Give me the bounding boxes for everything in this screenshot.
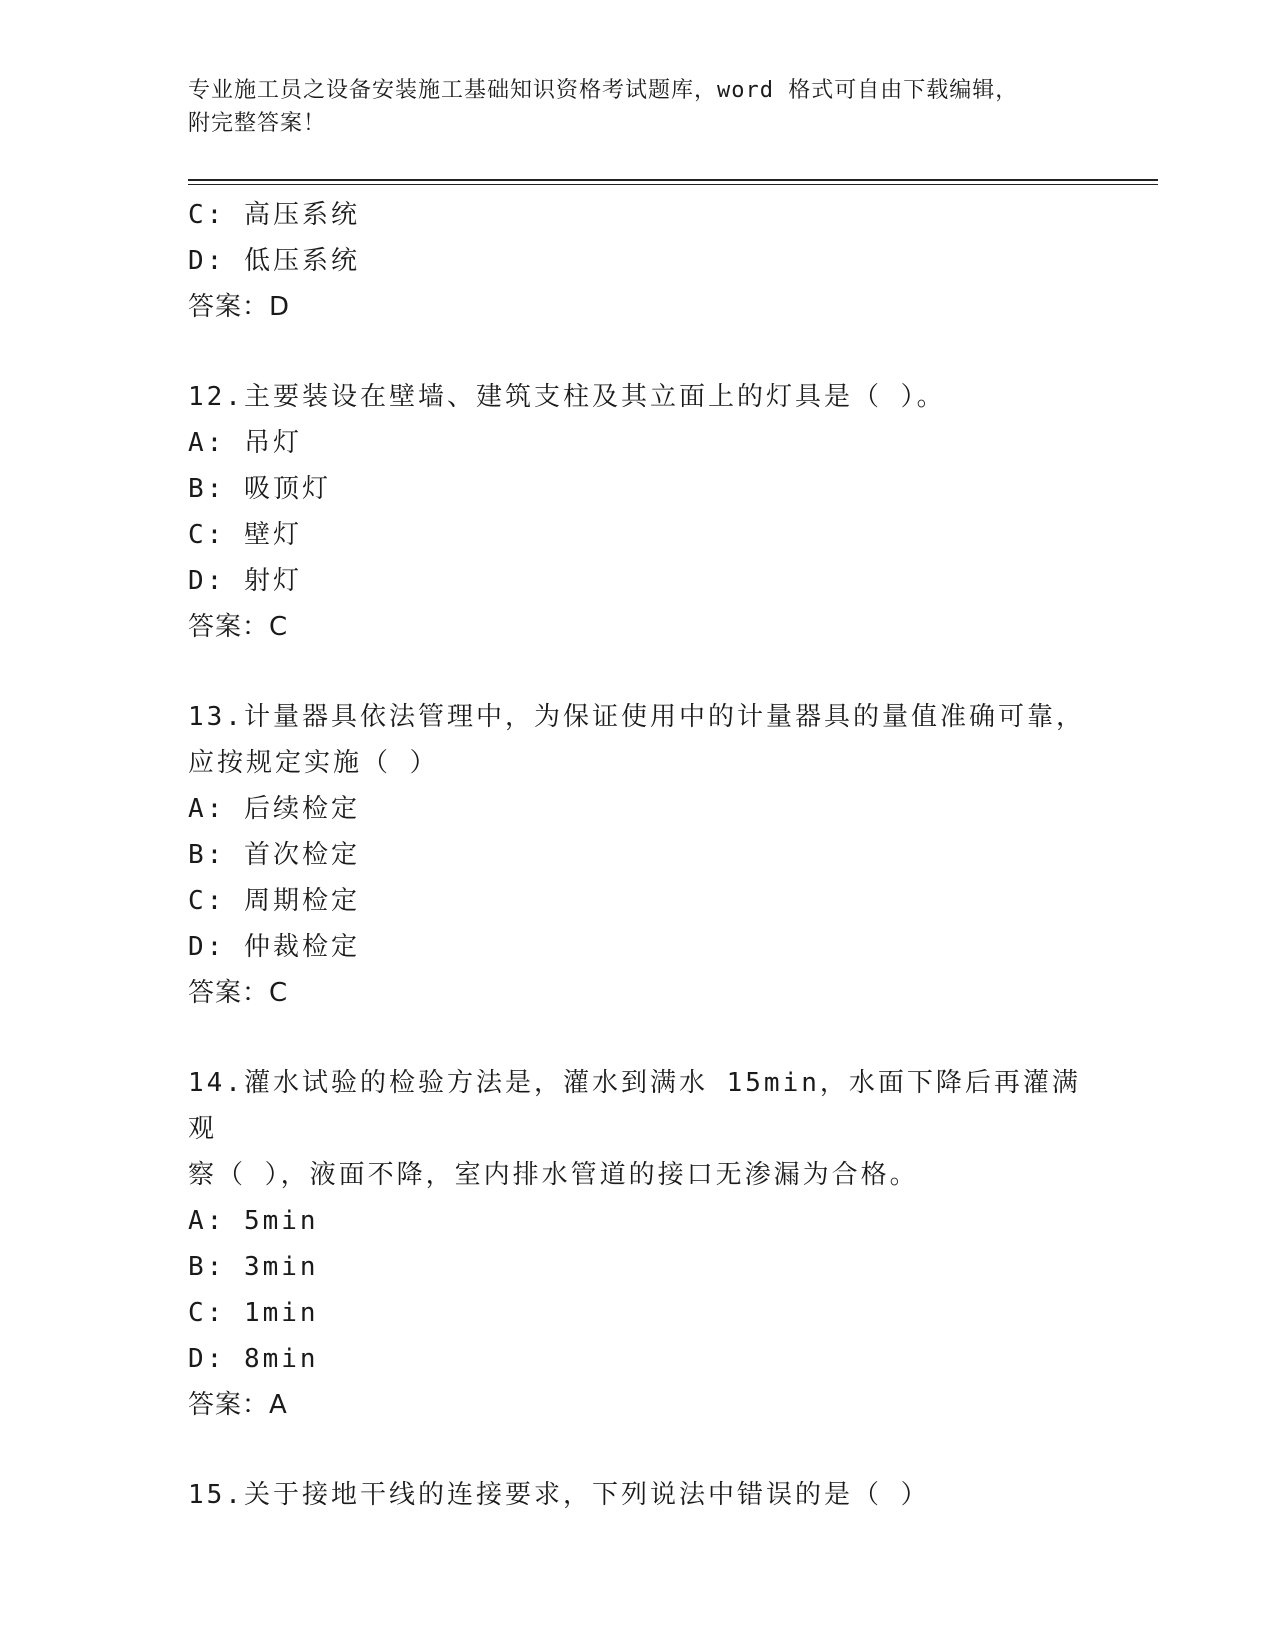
- question-stem-line-2: 察（ ），液面不降，室内排水管道的接口无渗漏为合格。: [188, 1160, 919, 1190]
- option-b: B: 吸顶灯: [188, 474, 331, 504]
- option-d: D: 射灯: [188, 566, 302, 596]
- answer-line: 答案：C: [188, 612, 289, 642]
- header-divider-thick: [188, 179, 1158, 181]
- option-d: D: 8min: [188, 1344, 319, 1374]
- header-line-2: 附完整答案！: [188, 111, 327, 136]
- option-a: A: 吊灯: [188, 428, 302, 458]
- question-14: [188, 1060, 1088, 1428]
- question-list: [188, 192, 1088, 1518]
- header-divider-thin: [188, 184, 1158, 185]
- option-c: C: 周期检定: [188, 886, 360, 916]
- question-stem: 15.关于接地干线的连接要求，下列说法中错误的是（ ）: [188, 1480, 930, 1510]
- option-b: B: 3min: [188, 1252, 319, 1282]
- answer-line: 答案：A: [188, 1390, 288, 1420]
- option-a: A: 5min: [188, 1206, 319, 1236]
- option-c: C: 高压系统: [188, 200, 360, 230]
- question-12: [188, 374, 1088, 650]
- question-13: [188, 694, 1088, 1016]
- option-a: A: 后续检定: [188, 794, 360, 824]
- question-fragment: [188, 192, 1088, 330]
- option-c: C: 1min: [188, 1298, 319, 1328]
- question-stem: 12.主要装设在壁墙、建筑支柱及其立面上的灯具是（ ）。: [188, 382, 946, 412]
- answer-line: 答案：C: [188, 978, 289, 1008]
- question-15: [188, 1472, 1088, 1518]
- option-d: D: 低压系统: [188, 246, 360, 276]
- option-b: B: 首次检定: [188, 840, 360, 870]
- option-c: C: 壁灯: [188, 520, 302, 550]
- question-stem-line-2: 应按规定实施（ ）: [188, 748, 439, 778]
- question-stem-line-1: 13.计量器具依法管理中，为保证使用中的计量器具的量值准确可靠，: [188, 702, 1085, 732]
- question-stem-line-1: 14.灌水试验的检验方法是，灌水到满水 15min，水面下降后再灌满观: [188, 1068, 1081, 1144]
- header-line-1: 专业施工员之设备安装施工基础知识资格考试题库，word 格式可自由下载编辑，: [188, 78, 1019, 103]
- document-header: [188, 74, 1088, 140]
- answer-line: 答案：D: [188, 292, 291, 322]
- option-d: D: 仲裁检定: [188, 932, 360, 962]
